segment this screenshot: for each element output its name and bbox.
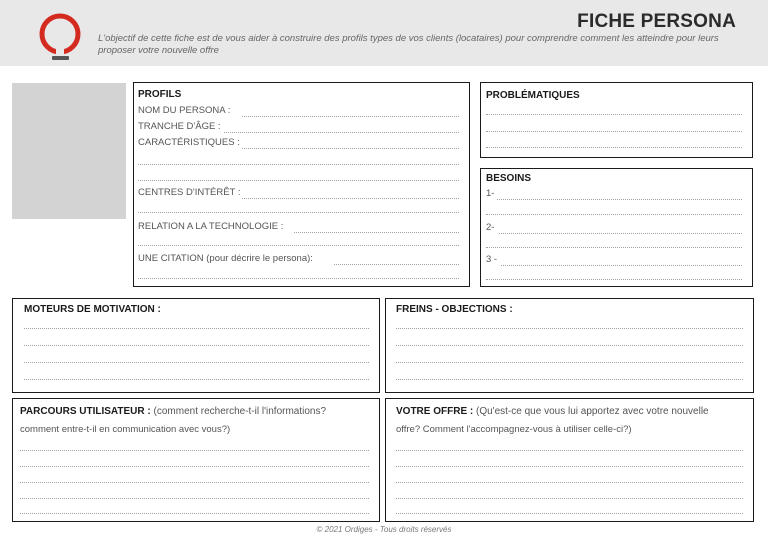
problematiques-line-3[interactable] xyxy=(486,147,742,148)
citation-label: UNE CITATION (pour décrire le persona): xyxy=(138,253,313,264)
tranche-label: TRANCHE D'ÂGE : xyxy=(138,121,221,132)
parcours-line-4[interactable] xyxy=(20,498,369,499)
intro-text: L'objectif de cette fiche est de vous aider à construire des profils types de vos clients (locataires) pour comprendre comment les atteindre pour leurs proposer votre nouvelle offre xyxy=(98,33,719,56)
nom-line[interactable] xyxy=(242,116,459,117)
page-title: FICHE PERSONA xyxy=(577,11,736,32)
parcours-heading xyxy=(20,406,326,417)
freins-line-3[interactable] xyxy=(396,362,743,363)
problematiques-line-1[interactable] xyxy=(486,114,742,115)
relation-label: RELATION A LA TECHNOLOGIE : xyxy=(138,221,284,232)
persona-photo-placeholder[interactable] xyxy=(12,83,126,219)
problematiques-box xyxy=(480,82,753,158)
caracteristiques-line-3[interactable] xyxy=(138,180,459,181)
tranche-line[interactable] xyxy=(224,132,459,133)
citation-line-2[interactable] xyxy=(138,278,459,279)
moteurs-heading: MOTEURS DE MOTIVATION : xyxy=(24,304,161,315)
moteurs-line-4[interactable] xyxy=(24,379,369,380)
nom-label: NOM DU PERSONA : xyxy=(138,105,231,116)
parcours-line-2[interactable] xyxy=(20,466,369,467)
lightbulb-icon xyxy=(38,12,84,64)
offre-line-5[interactable] xyxy=(396,513,743,514)
problematiques-line-2[interactable] xyxy=(486,131,742,132)
moteurs-box xyxy=(12,298,380,393)
offre-description-cont: offre? Comment l'accompagnez-vous à utiliser celle-ci?) xyxy=(396,424,632,435)
freins-heading: FREINS - OBJECTIONS : xyxy=(396,304,513,315)
besoin-1-label: 1- xyxy=(486,188,495,199)
caracteristiques-label: CARACTÉRISTIQUES : xyxy=(138,137,240,148)
besoin-1-line-2[interactable] xyxy=(486,214,742,215)
parcours-heading-label: PARCOURS UTILISATEUR : xyxy=(20,406,151,417)
besoin-3-line-2[interactable] xyxy=(486,279,742,280)
relation-line-2[interactable] xyxy=(138,245,459,246)
parcours-line-3[interactable] xyxy=(20,482,369,483)
centres-line-2[interactable] xyxy=(138,212,459,213)
parcours-description-cont: comment entre-t-il en communication avec vous?) xyxy=(20,424,231,435)
parcours-description: (comment recherche-t-il l'informations? xyxy=(153,406,327,417)
offre-description: (Qu'est-ce que vous lui apportez avec votre nouvelle xyxy=(476,406,709,417)
offre-heading-label: VOTRE OFFRE : xyxy=(396,406,474,417)
besoins-box xyxy=(480,168,753,287)
besoin-2-line[interactable] xyxy=(499,233,742,234)
parcours-box xyxy=(12,398,380,522)
profils-heading: PROFILS xyxy=(138,89,182,100)
besoin-2-label: 2- xyxy=(486,222,495,233)
relation-line[interactable] xyxy=(294,232,459,233)
besoin-2-line-2[interactable] xyxy=(486,247,742,248)
caracteristiques-line[interactable] xyxy=(242,148,459,149)
freins-line-2[interactable] xyxy=(396,345,743,346)
offre-box xyxy=(385,398,754,522)
offre-line-2[interactable] xyxy=(396,466,743,467)
offre-heading xyxy=(396,406,709,417)
besoins-heading: BESOINS xyxy=(486,173,532,184)
centres-label: CENTRES D'INTÉRÊT : xyxy=(138,187,241,198)
header-band xyxy=(0,0,768,66)
moteurs-line-2[interactable] xyxy=(24,345,369,346)
besoin-3-line[interactable] xyxy=(501,265,742,266)
besoin-3-label: 3 - xyxy=(486,254,498,265)
problematiques-heading: PROBLÉMATIQUES xyxy=(486,90,580,101)
centres-line[interactable] xyxy=(242,198,459,199)
parcours-line-1[interactable] xyxy=(20,450,369,451)
caracteristiques-line-2[interactable] xyxy=(138,164,459,165)
parcours-line-5[interactable] xyxy=(20,513,369,514)
moteurs-line-3[interactable] xyxy=(24,362,369,363)
freins-line-4[interactable] xyxy=(396,379,743,380)
offre-line-1[interactable] xyxy=(396,450,743,451)
freins-box xyxy=(385,298,754,393)
besoin-1-line[interactable] xyxy=(497,199,742,200)
freins-line-1[interactable] xyxy=(396,328,743,329)
footer-copyright: © 2021 Ordiges - Tous droits réservés xyxy=(316,525,452,534)
moteurs-line-1[interactable] xyxy=(24,328,369,329)
offre-line-3[interactable] xyxy=(396,482,743,483)
profils-box xyxy=(133,82,470,287)
citation-line[interactable] xyxy=(334,264,459,265)
offre-line-4[interactable] xyxy=(396,498,743,499)
